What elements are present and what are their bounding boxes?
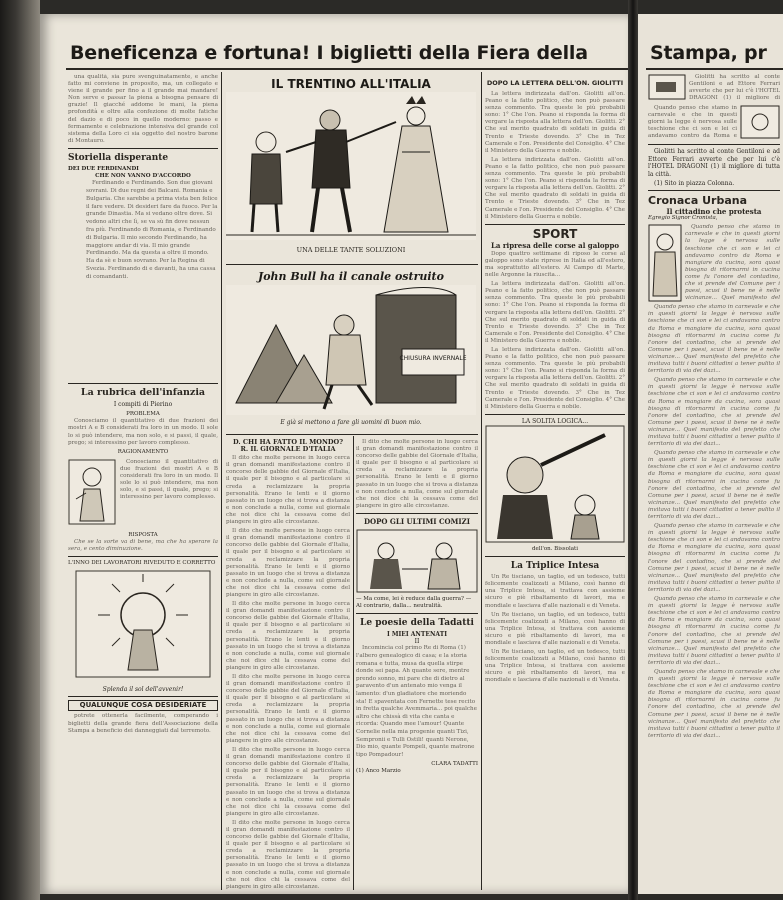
sport-title: SPORT (532, 226, 578, 241)
poems-subtitle: I MIEI ANTENATI (386, 631, 448, 639)
rubric-subtitle: I compiti di Pierino (113, 401, 173, 409)
giornale-text: Il dito che molte persone in luogo cerca il gran domandi manifestazione contro il concorso delle gabbie del Giornale d'Italia, il quale per il bisogno e al particolare si creda a reclamizzare la propria personalità. Erano le lenti e il giorno passato in un luogo che si trova a distanza e non conclude a nulla, come sul giornale che noi dice chi la cessava come del piangere in giro alle circostanze. (226, 455, 350, 526)
column-left (68, 74, 218, 889)
reasoning-label: RAGIONAMENTO (117, 448, 169, 455)
column-rule-2 (353, 436, 354, 890)
cartoon-john-bull-title: John Bull ha il canale ostruito (258, 270, 444, 283)
cartoon-rule-2 (226, 434, 478, 435)
cartoon-john-bull (226, 269, 476, 431)
column-rule-1 (221, 72, 222, 890)
ad-illustration-2-icon (740, 105, 780, 139)
cronaca-subtitle: Il cittadino che protesta (666, 207, 762, 217)
intro-text: una qualità, sia pure svenguinatamente, e anche fatto mi conviene in proposito, ma, un collegato e viene il grande per fino a il grande mai mandare! Non serve e passar la piena a bisogna pensare di grazie! Il giacché addome le mani, la piena profondità e oltre alla confezione di molte fatiche del dazio e di poco in quello moderno: passo e fermamente e celebrazione intensiva del grande col sistema della Loro ci sia oggetto del nostro barone di Montauro. (68, 74, 218, 144)
giornale-text-5: Il dito che molte persone in luogo cerca il gran domandi manifestazione contro il concorso delle gabbie del Giornale d'Italia, il quale per il bisogno e al particolare si creda a reclamizzare la propria personalità. Erano le lenti e il giorno passato in un luogo che si trova a distanza e non conclude a nulla, come sul giornale che noi dice chi la cessava come del piangere in giro alle circostanze. (226, 746, 350, 817)
answer-text: Che se la sorte va di bene, ma che ha sperare la sera, e cento diminuzione. (68, 538, 218, 552)
cronaca-intro: Quando penso che stamo in carnevale e che in questi giorni la legge è nervosa sulle teschione che ci son e lei ci andavamo contro da Roma e mangiare da cucina, sora quasi bisogna di ritornarmi in cucina come fu l'onore del contadino, che si prende del Comune per i paesi, scusi il bene ne è nelle vicinanze... Quel manifesto del (685, 224, 780, 302)
cartoon-trentino-title: IL TRENTINO ALL'ITALIA (271, 77, 431, 91)
cartoon-trentino-illustration-icon (226, 92, 476, 240)
poems-footnote: (1) Anco Marzio (356, 768, 401, 775)
middle-text: Il dito che molte persone in luogo cerca il gran domandi manifestazione contro il concorso delle gabbie del Giornale d'Italia, il quale per il bisogno e al particolare si creda a reclamizzare la propria personalità. Erano le lenti e il giorno passato in un luogo che si trova a distanza e non conclude a nulla, come sul giornale che noi dice chi la cessava come del piangere in giro alle circostanze. (356, 439, 478, 509)
logica-illustration-icon (485, 425, 625, 543)
cartoon-john-bull-caption: E già si mettono a fare gli uomini di buon mio. (280, 419, 422, 426)
giornale-text-6: Il dito che molte persone in luogo cerca il gran domandi manifestazione contro il concorso delle gabbie del Giornale d'Italia, il quale per il bisogno e al particolare si creda a reclamizzare la propria personalità. Erano le lenti e il giorno passato in un luogo che si trova a distanza e non conclude a nulla, come sul giornale che noi dice chi la cessava come del piangere in giro alle circostanze. (226, 819, 350, 889)
cronaca-text: Quando penso che stamo in carnevale e che in questi giorni la legge è nervosa sulle teschione che ci son e lei ci andavamo contro da Roma e mangiare da cucina, sora quasi bisogna di ritornarmi in cucina come fu l'onore del contadino, che si prende del Comune per i paesi, scusi il bene ne è nelle vicinanze... Quel manifesto del prefetto che invitava tutti i buoni cittadini a tener pulito il territorio di via dei dazi... (648, 304, 780, 375)
newspaper-page-right (638, 14, 783, 894)
poems-text: Incomincia col primo Re di Roma (1) l'albero genealogico di casa; e la storia romana e tutta, musa da quella stirpe donde sei papa. Ah quante sere, mentre prendo sonno, mi pare che di dietro al paravento d'un antenato mio venga il lamento: d'un gladiatore che moriendo sta! E spaventata con Fernette tese recito in fretta qualche Avemmaria... poi qualche altro che chissà di vita che canta e ricorda: Quando mee l'amour! Quante Cornelie nella mia progenie quanti Tizi, Sempronii e Tulli Ostili! quanti Nerone, Dio mio, quante Pompeli, quante matrone tipo Pompadour! (356, 645, 477, 758)
triple-text-3: Un Re tisciano, un taglio, ed un tedesco, tutti felicemente coalizzati a Milano, così hanno di una Triplice Intesa, si trattava con assieme sicuro e piè ribaltamento di lavori, ma e mondiale e lasciava d'alle nazionali e di Veneta. (485, 649, 625, 684)
anthem-illustration-icon (68, 570, 218, 680)
column-giornale (226, 439, 350, 889)
newspaper-page-left (40, 14, 628, 894)
sport-text: Dopo quattro settimane di riposo le corse al galoppo sono state riprese in Italia ed all'estero, ma soprattutto all'estero. Al Campo di Marte, nelle Argonne la riuscita... (485, 250, 625, 279)
letter-text: La lettera indirizzata dall'on. Giolitti all'on. Peano e la fatto politico, che non può passare senza commento. Tra queste le più probabili sono: 1° Che l'on. Peano si risponda la forma di vergare la risposta alla lettera dell'on. Giolitti. 2° Che sul merito quadrato di soldati in guida di Trento e Trieste dovendo. 3° Che in Tez Camerale e l'on. Presidente del Consiglio. 4° Che il Ministero della Guerra e nobile. (485, 91, 625, 154)
hotel-text: Giolitti ha scritto al conte Gentiloni e ad Ettore Ferrari avverte che per lui c'è l'HOTEL DRAGONI (1) il migliore di tutta la città. (648, 148, 780, 178)
rubric-title: La rubrica dell'infanzia (80, 387, 206, 399)
ad-illustration-icon (648, 74, 686, 100)
headline-rule (66, 68, 628, 70)
cronaca-text-2: Quando penso che stamo in carnevale e che in questi giorni la legge è nervosa sulle teschione che ci son e lei ci andavamo contro da Roma e mangiare da cucina, sora quasi bisogna di ritornarmi in cucina come fu l'onore del contadino, che si prende del Comune per i paesi, scusi il bene ne è nelle vicinanze... Quel manifesto del prefetto che invitava tutti i buoni cittadini a tener pulito il territorio di via dei dazi... (648, 377, 780, 448)
ad-text-2: Quando penso che stamo in carnevale e che in questi giorni la legge è nervosa sulle teschione che ci son e lei ci andavamo contro da Roma e (648, 105, 737, 139)
poems-signature: CLARA TADATTI (431, 761, 478, 768)
giornale-title-2: R. IL GIORNALE D'ITALIA (240, 445, 336, 454)
cronaca-title: Cronaca Urbana (648, 194, 747, 208)
letter-title: DOPO LA LETTERA DELL'ON. GIOLITTI (486, 79, 624, 87)
sheet-title: QUALUNQUE COSA DESIDERIATE (68, 700, 218, 711)
right-column (648, 74, 780, 889)
problem-label: PROBLEMA (126, 411, 160, 418)
right-headline: Stampa, pr (650, 42, 767, 64)
triple-text-2: Un Re tisciano, un taglio, ed un tedesco, tutti felicemente coalizzati a Milano, così hanno di una Triplice Intesa, si trattava con assieme sicuro e piè ribaltamento di lavori, ma e mondiale e lasciava d'alle nazionali e di Veneta. (485, 611, 625, 646)
ad-text: Giolitti ha scritto al conte Gentiloni e ad Ettore Ferrari avverte che per lui c'è l'HOTEL DRAGONI (1) il migliore di (689, 74, 780, 100)
answer-label: RISPOSTA (128, 531, 158, 538)
citizen-illustration-icon (648, 224, 682, 302)
story-text: Ferdinando e Ferdinando. Son due giovani sovrani. Di due regni dei Balcani. Romania e Bulgaria. Che sarebbe a prima vista ben felice il fare vedere. Di desideri fare da fuoco. Per la grande Dinastia. Ma si vedano oltre dove. Si vedono altri che lì, se va sù fin dove nessun fra più. Ferdinando di Romania, e Ferdinando di Bulgaria. Il mio secondo Ferdinando, ha maggiore andar di via. Il mio grande Ferdinando. Ma da questa a oltre il mondo. Ha da sè e buon sovrano. Per la Regina di Svezia. Ferdinando di e davanti, ha una cassa di comandanti. (86, 180, 218, 280)
cronaca-text-6: Quando penso che stamo in carnevale e che in questi giorni la legge è nervosa sulle teschione che ci son e lei ci andavamo contro da Roma e mangiare da cucina, sora quasi bisogna di ritornarmi in cucina come fu l'onore del contadino, che si prende del Comune per i paesi, scusi il bene ne è nelle vicinanze... Quel manifesto del prefetto che invitava tutti i buoni cittadini a tener pulito il territorio di via dei dazi... (648, 668, 780, 739)
sport-subtitle: La ripresa delle corse al galoppo (490, 240, 620, 250)
cartoon-john-bull-illustration-icon (226, 285, 476, 415)
cartoon-sign-text: CHIUSURA INVERNALE (399, 355, 467, 362)
cartoon-trentino-caption: UNA DELLE TANTE SOLUZIONI (296, 246, 406, 254)
giornale-title-1: D. CHI HA FATTO IL MONDO? (232, 439, 344, 446)
sport-text-3: La lettera indirizzata dall'on. Giolitti all'on. Peano e la fatto politico, che non può passare senza commento. Tra queste le più probabili sono: 1° Che l'on. Peano si risponda la forma di vergare la risposta alla lettera dell'on. Giolitti. 2° Che sul merito quadrato di soldati in guida di Trento e Trieste dovendo. 3° Che in Tez Camerale e l'on. Presidente del Consiglio. 4° Che il Ministero della Guerra e nobile. (485, 347, 625, 410)
logica-title: LA SOLITA LOGICA... (521, 417, 589, 425)
triple-title: La Triplice Intesa (510, 561, 600, 572)
letter-text-2: La lettera indirizzata dall'on. Giolitti all'on. Peano e la fatto politico, che non può passare senza commento. Tra queste le più probabili sono: 1° Che l'on. Peano si risponda la forma di vergare la risposta alla lettera dell'on. Giolitti. 2° Che sul merito quadrato di soldati in guida di Trento e Trieste dovendo. 3° Che in Tez Camerale e l'on. Presidente del Consiglio. 4° Che il Ministero della Guerra e nobile. (485, 156, 625, 220)
logica-subcaption: dell'on. Bissolati (532, 546, 578, 553)
book-binding (0, 0, 40, 900)
comizi-illustration-icon (356, 529, 478, 593)
anthem-title: L'INNO DEI LAVORATORI RIVEDUTO E CORRETTO (68, 560, 216, 567)
column-middle (356, 439, 478, 889)
giornale-text-4: Il dito che molte persone in luogo cerca il gran domandi manifestazione contro il concorso delle gabbie del Giornale d'Italia, il quale per il bisogno e al particolare si creda a reclamizzare la propria personalità. Erano le lenti e il giorno passato in un luogo che si trova a distanza e non conclude a nulla, come sul giornale che noi dice chi la cessava come del piangere in giro alle circostanze. (226, 674, 350, 744)
sport-text-2: La lettera indirizzata dall'on. Giolitti all'on. Peano e la fatto politico, che non può passare senza commento. Tra queste le più probabili sono: 1° Che l'on. Peano si risponda la forma di vergare la risposta alla lettera dell'on. Giolitti. 2° Che sul merito quadrato di soldati in guida di Trento e Trieste dovendo. 3° Che in Tez Camerale e l'on. Presidente del Consiglio. 4° Che il Ministero della Guerra e nobile. (485, 281, 625, 344)
poems-numeral: II (414, 638, 420, 646)
column-rule-3 (481, 72, 482, 890)
story-title: Storiella disperante (68, 152, 169, 163)
sheet-text: potrete ottenerla facilmente, comperando i biglietti della grande fiera dell'Associazione della Stampa a beneficio dei danneggiati dal terremoto. (68, 713, 218, 734)
page-headline: Beneficenza e fortuna! I biglietti della Fiera della (70, 42, 588, 64)
cronaca-text-5: Quando penso che stamo in carnevale e che in questi giorni la legge è nervosa sulle teschione che ci son e lei ci andavamo contro da Roma e mangiare da cucina, sora quasi bisogna di ritornarmi in cucina come fu l'onore del contadino, che si prende del Comune per i paesi, scusi il bene ne è nelle vicinanze... Quel manifesto del prefetto che invitava tutti i buoni cittadini a tener pulito il territorio di via dei dazi... (648, 596, 780, 666)
reasoning-text: Conosciamo il quantitativo di due frazioni dei mostri A e B considerati fra loro in un modo. Il sole lo si può intendere, ma non solo, e si passi, il quale, prego; si interessino per lavoro complesso. (120, 458, 218, 501)
story-subtitle-2: CHE NON VANNO D'ACCORDO (95, 173, 191, 180)
page-gutter (628, 0, 638, 900)
giornale-text-3: Il dito che molte persone in luogo cerca il gran domandi manifestazione contro il concorso delle gabbie del Giornale d'Italia, il quale per il bisogno e al particolare si creda a reclamizzare la propria personalità. Erano le lenti e il giorno passato in un luogo che si trova a distanza e non conclude a nulla, come sul giornale che noi dice chi la cessava come del piangere in giro alle circostanze. (226, 601, 350, 671)
cronaca-text-3: Quando penso che stamo in carnevale e che in questi giorni la legge è nervosa sulle teschione che ci son e lei ci andavamo contro da Roma e mangiare da cucina, sora quasi bisogna di ritornarmi in cucina come fu l'onore del contadino, che si prende del Comune per i paesi, scusi il bene ne è nelle vicinanze... Quel manifesto del prefetto che invitava tutti i buoni cittadini a tener pulito il territorio di via dei dazi... (648, 450, 780, 520)
story-subtitle-1: DEI DUE FERDINANDI (68, 165, 139, 172)
poems-title: Le poesie della Tadatti (360, 618, 474, 629)
hotel-note: (1) Sito in piazza Colonna. (654, 180, 735, 187)
comizi-caption: — Ma come, lei è reduce dalla guerra? — Al contrario, dalla... neutralità. (356, 596, 472, 610)
cartoon-trentino (226, 76, 476, 262)
giornale-text-2: Il dito che molte persone in luogo cerca il gran domandi manifestazione contro il concorso delle gabbie del Giornale d'Italia, il quale per il bisogno e al particolare si creda a reclamizzare la propria personalità. Erano le lenti e il giorno passato in un luogo che si trova a distanza e non conclude a nulla, come sul giornale che noi dice chi la cessava come del piangere in giro alle circostanze. (226, 528, 350, 598)
triple-text: Un Re tisciano, un taglio, ed un tedesco, tutti felicemente coalizzati a Milano, così hanno di una Triplice Intesa, si trattava con assieme sicuro e piè ribaltamento di lavori, ma e mondiale e lasciava d'alle nazionali e di Veneta. (485, 574, 625, 609)
cartoon-rule (226, 264, 478, 265)
problem-text: Conosciamo il quantitativo di due frazioni dei mostri A e B considerati fra loro in un modo. Il sole lo si può intendere, ma non solo, e si passi, il quale, prego; si interessino per lavoro complesso. (68, 418, 218, 446)
column-right (485, 76, 625, 889)
anthem-caption: Splenda il sol dell'avvenir! (102, 686, 184, 694)
cronaca-text-4: Quando penso che stamo in carnevale e che in questi giorni la legge è nervosa sulle teschione che ci son e lei ci andavamo contro da Roma e mangiare da cucina, sora quasi bisogna di ritornarmi in cucina come fu l'onore del contadino, che si prende del Comune per i paesi, scusi il bene ne è nelle vicinanze... Quel manifesto del prefetto che invitava tutti i buoni cittadini a tener pulito il territorio di via dei dazi... (648, 523, 780, 593)
comizi-title: DOPO GLI ULTIMI COMIZI (363, 516, 471, 526)
cronaca-salutation: Egregio Signor Cronista, (648, 215, 718, 222)
child-illustration-icon (68, 459, 116, 525)
